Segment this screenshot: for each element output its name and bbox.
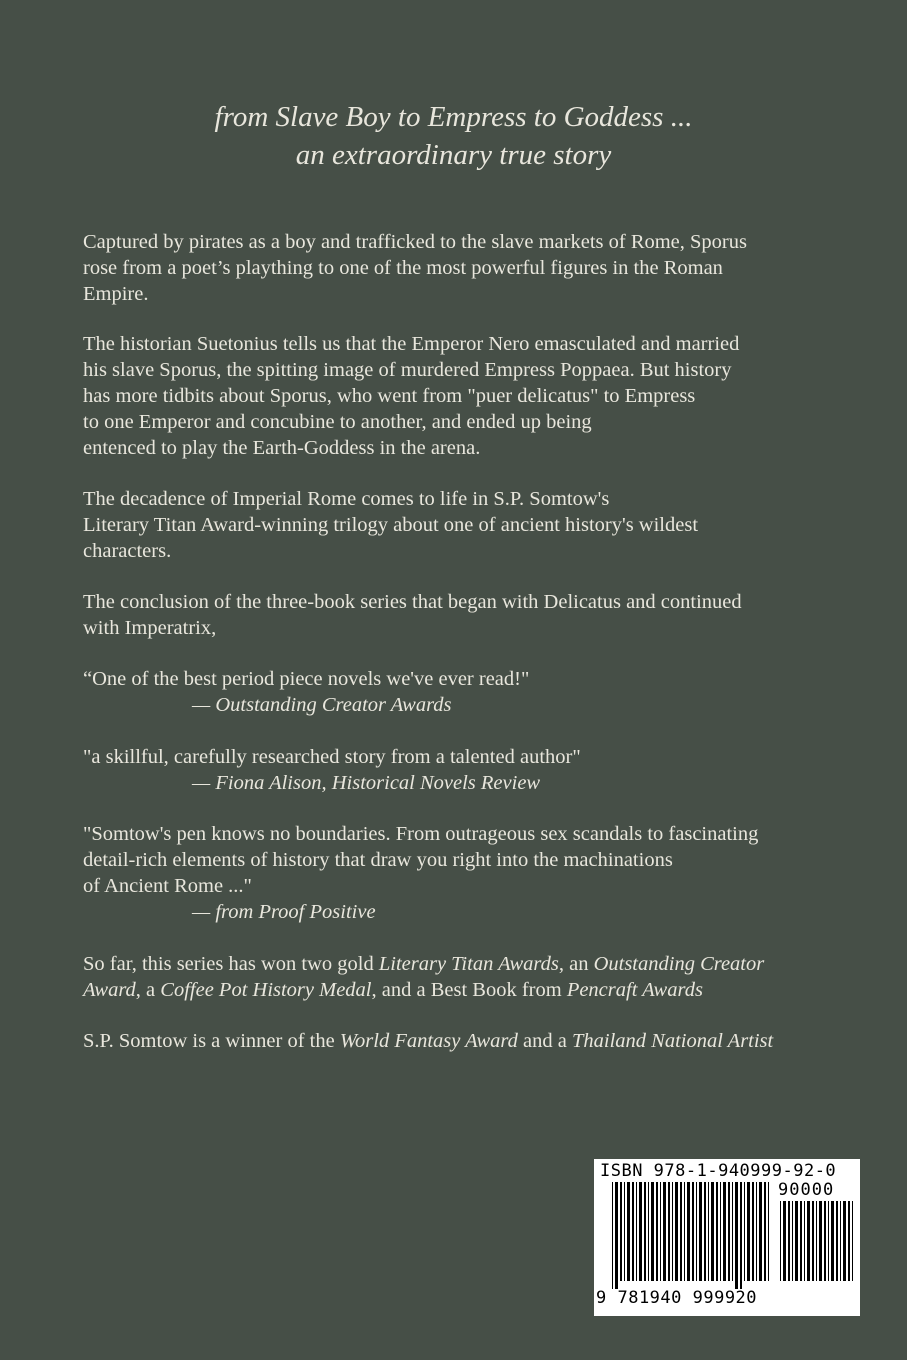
barcode-bar: [828, 1201, 829, 1281]
blurb-paragraph-4: [83, 589, 883, 641]
barcode-bar: [735, 1182, 738, 1289]
tagline: [0, 98, 907, 174]
review-quote-3: [83, 821, 883, 925]
barcode-bar: [668, 1182, 670, 1281]
barcode-bar: [687, 1182, 690, 1281]
quote-attribution: — from Proof Positive: [192, 901, 376, 923]
barcode-bar: [747, 1182, 750, 1281]
text-line: his slave Sporus, the spitting image of murdered Empress Poppaea. But history: [83, 359, 732, 381]
quote-attribution: — Outstanding Creator Awards: [192, 694, 452, 716]
text-line: to one Emperor and concubine to another, and ended up being: [83, 411, 592, 433]
tagline-line-1: from Slave Boy to Empress to Goddess ...: [214, 101, 693, 133]
barcode-bar: [692, 1182, 694, 1281]
text-line: [83, 977, 883, 1003]
quote-attribution: — Fiona Alison, Historical Novels Review: [192, 772, 541, 794]
text-line: The decadence of Imperial Rome comes to life in S.P. Somtow's: [83, 488, 610, 510]
barcode-bar: [756, 1182, 757, 1281]
text-run: and a: [517, 1030, 572, 1052]
barcode-bar: [624, 1182, 625, 1281]
addon-bars: [780, 1201, 854, 1289]
barcode-bar: [720, 1182, 721, 1281]
text-line: with Imperatrix,: [83, 617, 217, 639]
text-line: Literary Titan Award-winning trilogy about one of ancient history's wildest: [83, 514, 699, 536]
barcode-bar: [696, 1182, 697, 1281]
barcode-bar: [816, 1201, 817, 1281]
barcode-bar: [824, 1201, 826, 1281]
barcode-bar: [656, 1182, 658, 1281]
text-run: S.P. Somtow is a winner of the: [83, 1030, 340, 1052]
barcode-bar: [788, 1201, 790, 1281]
barcode-bar: [831, 1201, 834, 1281]
barcode-bar: [663, 1182, 666, 1281]
text-line: [83, 1028, 883, 1054]
barcode-bar: [680, 1182, 682, 1281]
text-line: of Ancient Rome ...": [83, 875, 252, 897]
barcode-bar: [644, 1182, 646, 1281]
barcode-bar: [639, 1182, 642, 1281]
barcode-bar: [780, 1201, 781, 1281]
barcode-bar: [615, 1182, 618, 1289]
barcode-bar: [723, 1182, 726, 1281]
barcode-bar: [732, 1182, 733, 1281]
award-name: Literary Titan Awards: [378, 953, 559, 975]
award-name: Pencraft Awards: [566, 979, 703, 1001]
awards-paragraph: [83, 951, 883, 1003]
text-run: , a: [135, 979, 161, 1001]
blurb-paragraph-3: [83, 486, 883, 564]
quote-text: “One of the best period piece novels we've ever read!": [83, 668, 530, 690]
barcode-bar: [716, 1182, 718, 1281]
barcode-bar: [843, 1201, 846, 1281]
barcode-bar: [627, 1182, 630, 1281]
barcode-bar: [684, 1182, 685, 1281]
barcode-bar: [711, 1182, 714, 1281]
barcode-bar: [836, 1201, 838, 1281]
isbn-number: ISBN 978-1-940999-92-0: [600, 1161, 837, 1181]
barcode-bar: [795, 1201, 798, 1281]
text-line: Empire.: [83, 283, 149, 305]
blurb-paragraph-1: [83, 229, 883, 307]
barcode-bar: [783, 1201, 786, 1281]
text-line: The historian Suetonius tells us that the Emperor Nero emasculated and married: [83, 333, 740, 355]
barcode-bar: [792, 1201, 793, 1281]
award-name: Award: [83, 979, 136, 1001]
award-name: World Fantasy Award: [339, 1030, 518, 1052]
barcode-bar: [800, 1201, 802, 1281]
barcode-bar: [764, 1182, 766, 1281]
text-line: detail-rich elements of history that draw you right into the machinations: [83, 849, 673, 871]
ean-bars: [612, 1182, 772, 1289]
barcode-bar: [804, 1201, 805, 1281]
barcode-bar: [636, 1182, 637, 1281]
text-run: So far, this series has won two gold: [83, 953, 379, 975]
barcode-bar: [759, 1182, 762, 1281]
barcode-bar: [620, 1182, 622, 1281]
review-quote-2: [83, 744, 883, 796]
barcode-bar: [704, 1182, 706, 1281]
award-name: Coffee Pot History Medal: [160, 979, 372, 1001]
barcode-bar: [675, 1182, 678, 1281]
barcode-bar: [768, 1182, 769, 1281]
barcode-bar: [728, 1182, 730, 1281]
barcode-bar: [812, 1201, 814, 1281]
text-line: [83, 951, 883, 977]
barcode-bar: [612, 1182, 613, 1289]
text-line: rose from a poet’s plaything to one of the most powerful figures in the Roman: [83, 257, 723, 279]
text-run: , and a Best Book from: [371, 979, 567, 1001]
author-paragraph: [83, 1028, 883, 1054]
barcode-bar: [744, 1182, 745, 1281]
barcode-bar: [648, 1182, 649, 1281]
quote-text: "a skillful, carefully researched story from a talented author": [83, 746, 581, 768]
isbn-barcode: [594, 1159, 860, 1316]
tagline-line-2: an extraordinary true story: [295, 139, 612, 171]
barcode-bar: [699, 1182, 702, 1281]
barcode-bar: [840, 1201, 841, 1281]
barcode-bar: [819, 1201, 822, 1281]
barcode-bar: [807, 1201, 810, 1281]
text-line: "Somtow's pen knows no boundaries. From outrageous sex scandals to fascinating: [83, 823, 759, 845]
ean-digits: 9 781940 999920: [596, 1288, 758, 1308]
barcode-bar: [752, 1182, 754, 1281]
text-line: Captured by pirates as a boy and trafficked to the slave markets of Rome, Sporus: [83, 231, 747, 253]
barcode-bar: [632, 1182, 634, 1281]
barcode-bar: [651, 1182, 654, 1281]
award-name: Thailand National Artist: [571, 1030, 774, 1052]
barcode-bar: [672, 1182, 673, 1281]
price-code: 90000: [778, 1180, 835, 1200]
barcode-bar: [852, 1201, 853, 1281]
barcode-bar: [708, 1182, 709, 1281]
text-line: characters.: [83, 540, 172, 562]
barcode-bar: [660, 1182, 661, 1281]
text-run: , an: [558, 953, 594, 975]
award-name: Outstanding Creator: [593, 953, 765, 975]
review-quote-1: [83, 666, 883, 718]
text-line: entenced to play the Earth-Goddess in the arena.: [83, 437, 481, 459]
text-line: has more tidbits about Sporus, who went from "puer delicatus" to Empress: [83, 385, 696, 407]
blurb-paragraph-2: [83, 331, 883, 461]
text-line: The conclusion of the three-book series that began with Delicatus and continued: [83, 591, 742, 613]
barcode-bar: [848, 1201, 850, 1281]
barcode-bar: [740, 1182, 742, 1289]
